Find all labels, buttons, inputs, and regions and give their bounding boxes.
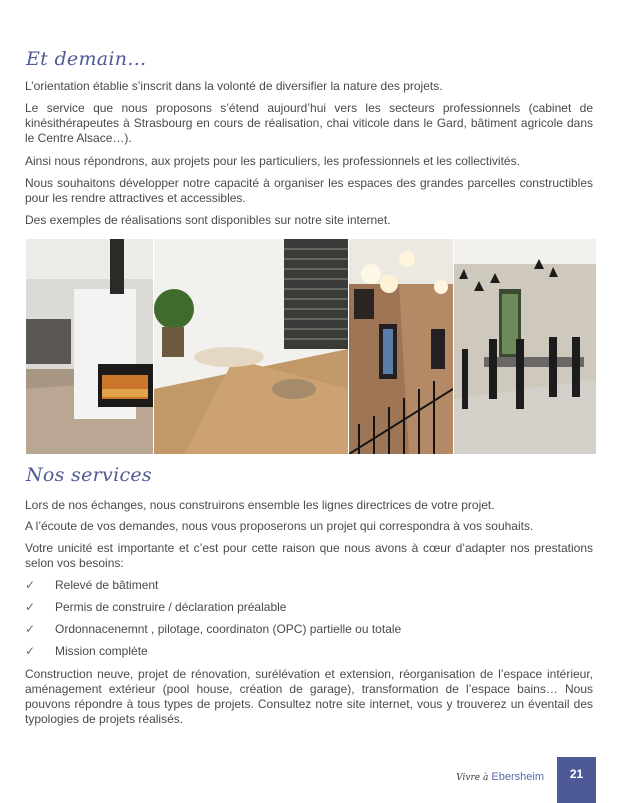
stone-wall-staircase-photo	[349, 239, 453, 454]
paragraph: Des exemples de réalisations sont disponibles sur notre site internet.	[25, 213, 391, 227]
paragraph: A l’écoute de vos demandes, nous vous proposerons un projet qui correspondra à vos souhaits.	[25, 519, 534, 533]
check-icon: ✓	[25, 578, 36, 592]
photo-strip	[26, 239, 596, 454]
check-icon: ✓	[25, 622, 36, 636]
checklist-label: Relevé de bâtiment	[55, 578, 159, 592]
paragraph: Votre unicité est importante et c’est pour cette raison que nous avons à cœur d’adapter nos prestations selon vos besoins:	[25, 541, 593, 570]
paragraph: Nous souhaitons développer notre capacité à organiser les espaces des grandes parcelles constructibles pour les rendre attractives et accessibles.	[25, 176, 593, 205]
section-title-et-demain: Et demain…	[26, 48, 147, 70]
checklist-label: Permis de construire / déclaration préalable	[55, 600, 287, 614]
paragraph: L’orientation établie s’inscrit dans la volonté de diversifier la nature des projets.	[25, 79, 443, 93]
brand-name: Ebersheim	[491, 771, 544, 783]
paragraph-closing: Construction neuve, projet de rénovation, surélévation et extension, réorganisation de l’espace intérieur, aménagement extérieur (pool house, création de garage), transformation de l’espace bains… Nous pouvons répondre à tous types de projets. Consultez notre site internet, vous y trouverez un éventail des typologies de projets réalisés.	[25, 667, 593, 726]
section-title-nos-services: Nos services	[26, 464, 152, 486]
checklist-label: Ordonnacenemnt , pilotage, coordinaton (OPC) partielle ou totale	[55, 622, 402, 636]
check-icon: ✓	[25, 644, 36, 658]
paragraph: Le service que nous proposons s’étend aujourd’hui vers les secteurs professionnels (cabinet de kinésithérapeutes à Strasbourg en cours de réalisation, chai viticole dans le Gard, bâtiment agricole dans le Centre Alsace…).	[25, 101, 593, 145]
paragraph: Ainsi nous répondrons, aux projets pour les particuliers, les professionnels et les collectivités.	[25, 154, 520, 168]
bright-room-window-photo	[154, 239, 348, 454]
brand-script: Vivre à	[456, 773, 489, 783]
footer-brand	[456, 771, 544, 783]
page-number: 21	[557, 757, 596, 803]
living-room-fireplace-photo	[26, 239, 153, 454]
dining-room-photo	[454, 239, 596, 454]
check-icon: ✓	[25, 600, 36, 614]
paragraph: Lors de nos échanges, nous construirons ensemble les lignes directrices de votre projet.	[25, 498, 495, 512]
checklist-label: Mission complète	[55, 644, 148, 658]
